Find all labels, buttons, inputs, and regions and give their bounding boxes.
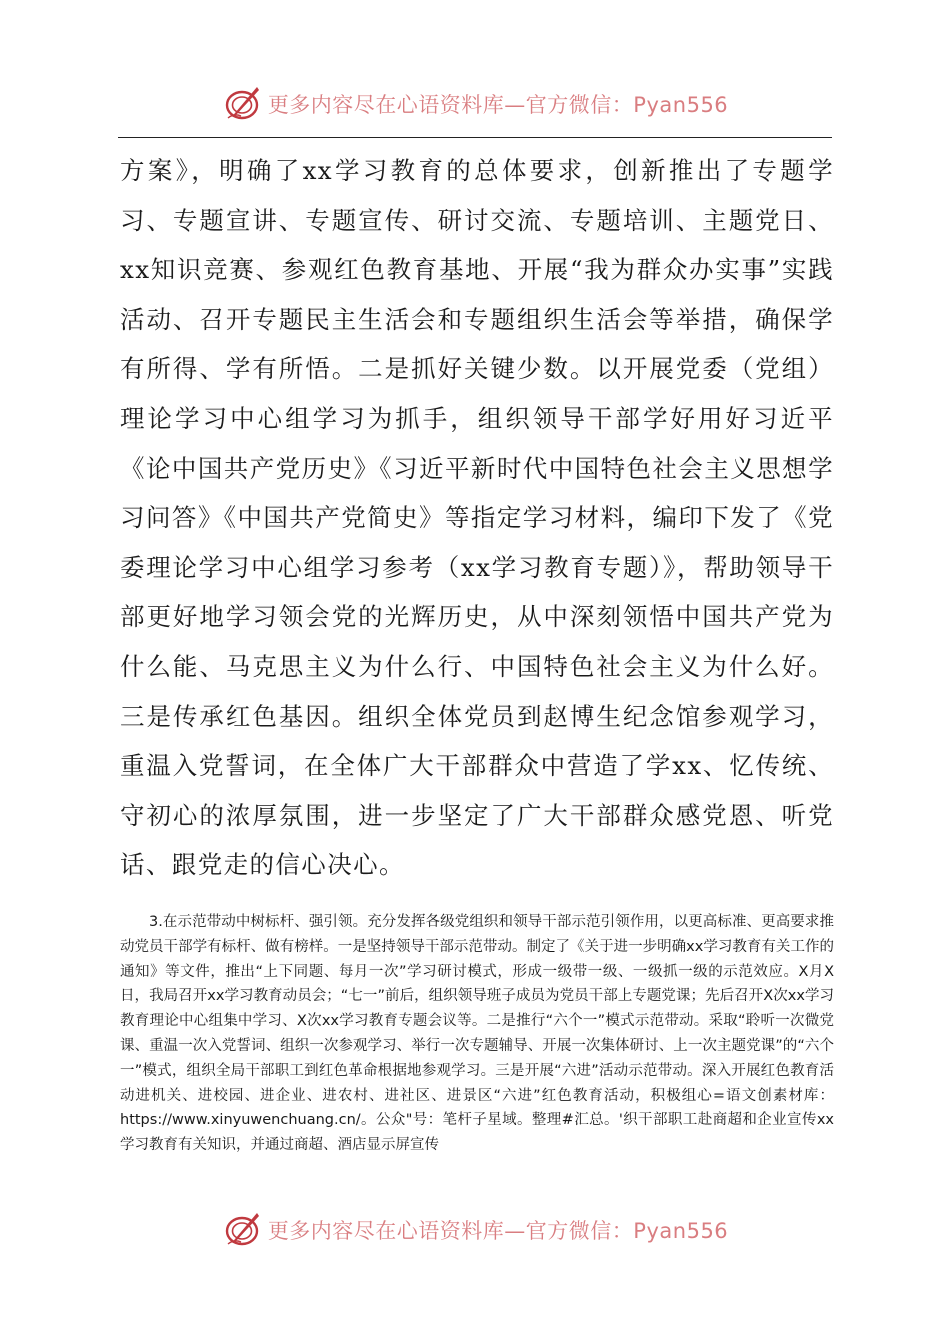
pen-logo-icon — [222, 1209, 264, 1251]
footer-banner-text: 更多内容尽在心语资料库—官方微信：Pyan556 — [267, 1219, 729, 1243]
body-paragraph-large: 方案》，明确了xx学习教育的总体要求，创新推出了专题学习、专题宣讲、专题宣传、研讨交流、专题培训、主题党日、xx知识竞赛、参观红色教育基地、开展“我为群众办实事”实践活动、召开专题民主生活会和专题组织生活会等举措，确保学有所得、学有所悟。二是抓好关键少数。以开展党委（党组）理论学习中心组学习为抓手，组织领导干部学好用好习近平《论中国共产党历史》《习近平新时代中国特色社会主义思想学习问答》《中国共产党简史》等指定学习材料，编印下发了《党委理论学习中心组学习参考（xx学习教育专题）》，帮助领导干部更好地学习领会党的光辉历史，从中深刻领悟中国共产党为什么能、马克思主义为什么行、中国特色社会主义为什么好。三是传承红色基因。组织全体党员到赵博生纪念馆参观学习，重温入党誓词，在全体广大干部群众中营造了学xx、忆传统、守初心的浓厚氛围，进一步坚定了广大干部群众感党恩、听党话、跟党走的信心决心。 — [120, 156, 834, 880]
header-banner-text: 更多内容尽在心语资料库—官方微信：Pyan556 — [267, 93, 729, 117]
header-rule — [118, 137, 832, 138]
header-banner — [0, 82, 950, 126]
footer-banner — [0, 1208, 950, 1252]
pen-logo-icon — [222, 83, 264, 125]
body-paragraph-small: 3.在示范带动中树标杆、强引领。充分发挥各级党组织和领导干部示范引领作用，以更高标准、更高要求推动党员干部学有标杆、做有榜样。一是坚持领导干部示范带动。制定了《关于进一步明确xx学习教育有关工作的通知》等文件，推出“上下同题、每月一次”学习研讨模式，形成一级带一级、一级抓一级的示范效应。X月X日，我局召开xx学习教育动员会；“七一”前后，组织领导班子成员为党员干部上专题党课；先后召开X次xx学习教育理论中心组集中学习、X次xx学习教育专题会议等。二是推行“六个一”模式示范带动。采取“聆听一次微党课、重温一次入党誓词、组织一次参观学习、举行一次专题辅导、开展一次集体研讨、上一次主题党课”的“六个一”模式，组织全局干部职工到红色革命根据地参观学习。三是开展“六进”活动示范带动。深入开展红色教育活动进机关、进校园、进企业、进农村、进社区、进景区“六进”红色教育活动，积极组心=语文创素材库：https://www.xinyuwenchuang.cn/。公众"号：笔杆子星域。整理#汇总。'织干部职工赴商超和企业宣传xx学习教育有关知识，并通过商超、酒店显示屏宣传 — [120, 914, 834, 1154]
